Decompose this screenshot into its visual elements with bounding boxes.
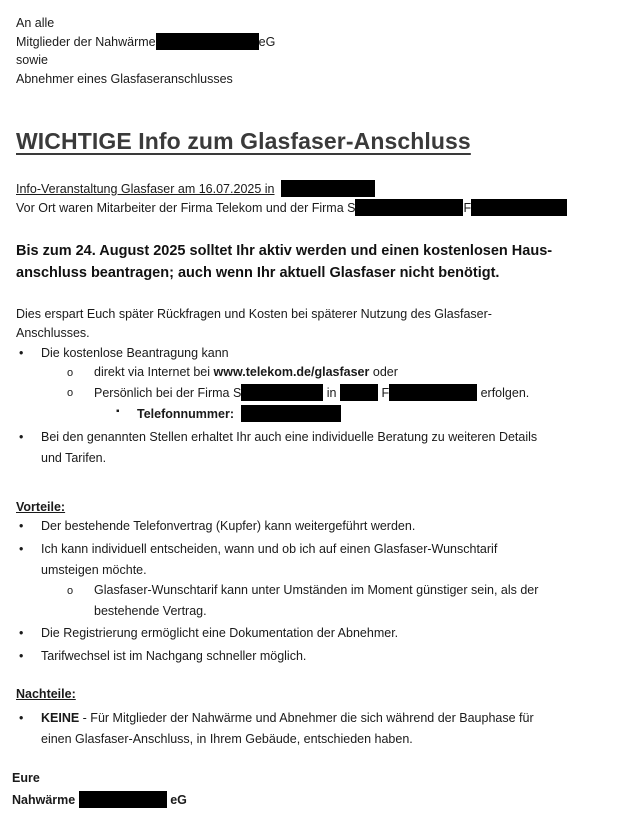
- redaction-bar: [389, 384, 477, 401]
- bullet-icon: •: [19, 542, 24, 556]
- bullet-icon: •: [19, 346, 24, 360]
- deadline-line-2: anschluss beantragen; auch wenn Ihr aktuell Glasfaser nicht benötigt.: [16, 265, 500, 281]
- redaction-bar: [471, 199, 567, 216]
- application-sub-2: Persönlich bei der Firma S in F erfolgen.: [94, 386, 530, 400]
- event-line-1: Info-Veranstaltung Glasfaser am 16.07.2025 in: [16, 180, 375, 197]
- bullet-icon: •: [19, 519, 24, 533]
- address-line-2: Mitglieder der Nahwärme eG: [16, 35, 276, 49]
- redaction-bar: [241, 405, 341, 422]
- advantage-item-1: Der bestehende Telefonvertrag (Kupfer) kann weitergeführt werden.: [41, 519, 416, 533]
- application-sub-1: direkt via Internet bei www.telekom.de/glasfaser oder: [94, 365, 398, 379]
- redaction-bar: [340, 384, 378, 401]
- application-bullet-2-line-2: und Tarifen.: [41, 451, 107, 465]
- deadline-line-1: Bis zum 24. August 2025 solltet Ihr aktiv werden und einen kostenlosen Haus-: [16, 243, 553, 259]
- disadvantages-heading: Nachteile:: [16, 687, 76, 701]
- sub-bullet-icon: o: [67, 585, 74, 597]
- page-title: WICHTIGE Info zum Glasfaser-Anschluss: [16, 128, 471, 154]
- advantage-sub-line-1: Glasfaser-Wunschtarif kann unter Umständen im Moment günstiger sein, als der: [94, 583, 539, 597]
- intro-line-2: Anschlusses.: [16, 326, 90, 340]
- advantage-sub-line-2: bestehende Vertrag.: [94, 604, 207, 618]
- bullet-icon: •: [19, 626, 24, 640]
- phone-line: Telefonnummer:: [137, 405, 341, 422]
- application-bullet-2-line-1: Bei den genannten Stellen erhaltet Ihr auch eine individuelle Beratung zu weiteren Details: [41, 430, 538, 444]
- bullet-icon: •: [19, 649, 24, 663]
- advantage-item-2-line-2: umsteigen möchte.: [41, 563, 147, 577]
- advantage-item-2-line-1: Ich kann individuell entscheiden, wann und ob ich auf einen Glasfaser-Wunschtarif: [41, 542, 498, 556]
- address-line-3: sowie: [16, 53, 48, 67]
- redaction-bar: [241, 384, 323, 401]
- advantage-item-3: Die Registrierung ermöglicht eine Dokumentation der Abnehmer.: [41, 626, 399, 640]
- signature-line-1: Eure: [12, 771, 40, 785]
- bullet-icon: •: [19, 711, 24, 725]
- advantages-heading: Vorteile:: [16, 500, 66, 514]
- telekom-link[interactable]: www.telekom.de/glasfaser: [213, 365, 370, 379]
- redaction-bar: [79, 791, 167, 808]
- sub-bullet-icon: o: [67, 367, 74, 379]
- disadvantage-line-1: KEINE - Für Mitglieder der Nahwärme und Abnehmer die sich während der Bauphase für: [41, 711, 534, 725]
- signature-line-2: Nahwärme eG: [12, 793, 187, 807]
- sub-bullet-icon: o: [67, 387, 74, 399]
- address-line-1: An alle: [16, 16, 55, 30]
- square-bullet-icon: ▪: [116, 406, 120, 417]
- event-line-2: Vor Ort waren Mitarbeiter der Firma Telekom und der Firma S F: [16, 199, 567, 216]
- intro-line-1: Dies erspart Euch später Rückfragen und Kosten bei späterer Nutzung des Glasfaser-: [16, 307, 492, 321]
- bullet-icon: •: [19, 430, 24, 444]
- redaction-bar: [355, 199, 463, 216]
- advantage-item-4: Tarifwechsel ist im Nachgang schneller möglich.: [41, 649, 307, 663]
- application-bullet-1: Die kostenlose Beantragung kann: [41, 346, 229, 360]
- address-line-4: Abnehmer eines Glasfaseranschlusses: [16, 72, 233, 86]
- redaction-bar: [156, 33, 259, 50]
- disadvantage-line-2: einen Glasfaser-Anschluss, in Ihrem Gebäude, entschieden haben.: [41, 732, 413, 746]
- redaction-bar: [281, 180, 375, 197]
